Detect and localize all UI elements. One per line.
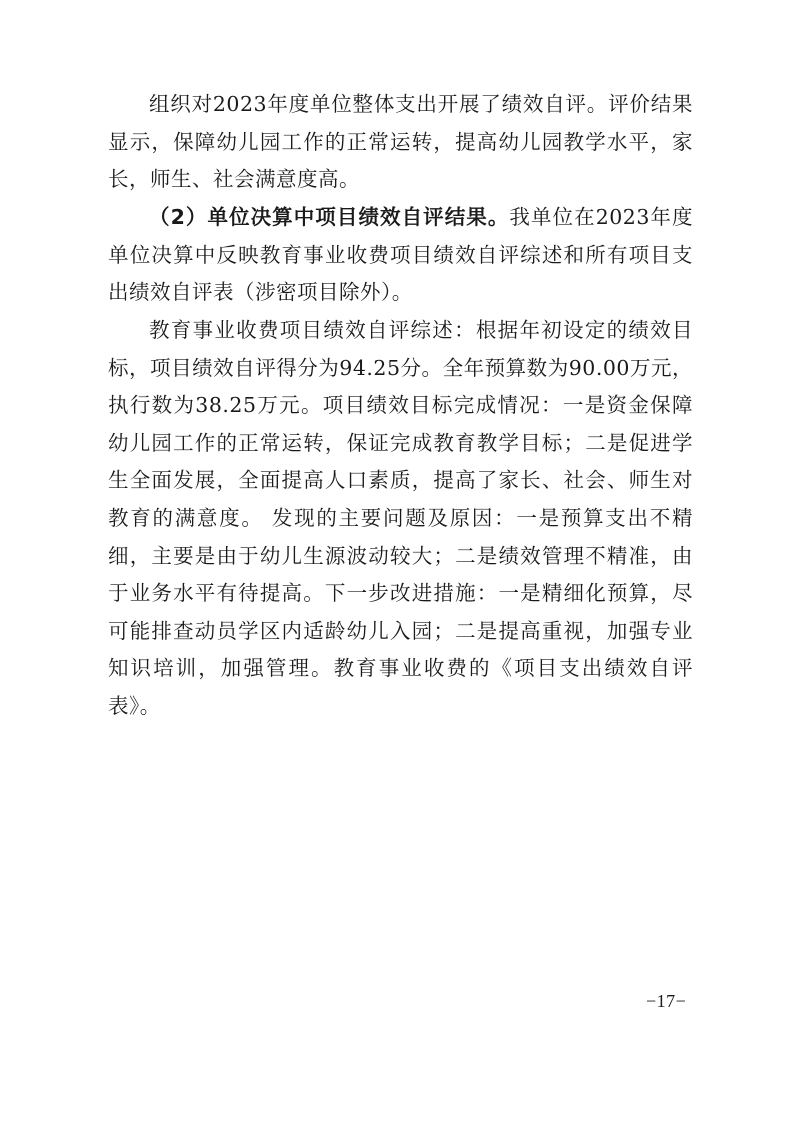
page-number: −17− xyxy=(646,991,687,1011)
section-heading: （2）单位决算中项目绩效自评结果。 xyxy=(149,205,510,229)
paragraph-fee-project-summary xyxy=(108,312,693,726)
paragraph-text: 教育事业收费项目绩效自评综述：根据年初设定的绩效目标，项目绩效自评得分为94.25分。全年预算数为90.00万元，执行数为38.25万元。项目绩效目标完成情况：一是资金保障幼儿园工作的正常运转，保证完成教育教学目标；二是促进学生全面发展，全面提高人口素质，提高了家长、社会、师生对教育的满意度。 发现的主要问题及原因：一是预算支出不精细，主要是由于幼儿生源波动较大；二是绩效管理不精准，由于业务水平有待提高。下一步改进措施：一是精细化预算，尽可能排查动员学区内适龄幼儿入园；二是提高重视，加强专业知识培训，加强管理。教育事业收费的《项目支出绩效自评表》。 xyxy=(108,318,693,718)
paragraph-text: 我单位在2023年度单位决算中反映教育事业收费项目绩效自评综述和所有项目支出绩效自评表（涉密项目除外）。 xyxy=(108,205,694,305)
paragraph-project-evaluation-results xyxy=(108,199,693,312)
paragraph-overall-self-evaluation xyxy=(108,86,693,199)
paragraph-text: 组织对2023年度单位整体支出开展了绩效自评。评价结果显示，保障幼儿园工作的正常运转，提高幼儿园教学水平，家长，师生、社会满意度高。 xyxy=(108,92,693,192)
